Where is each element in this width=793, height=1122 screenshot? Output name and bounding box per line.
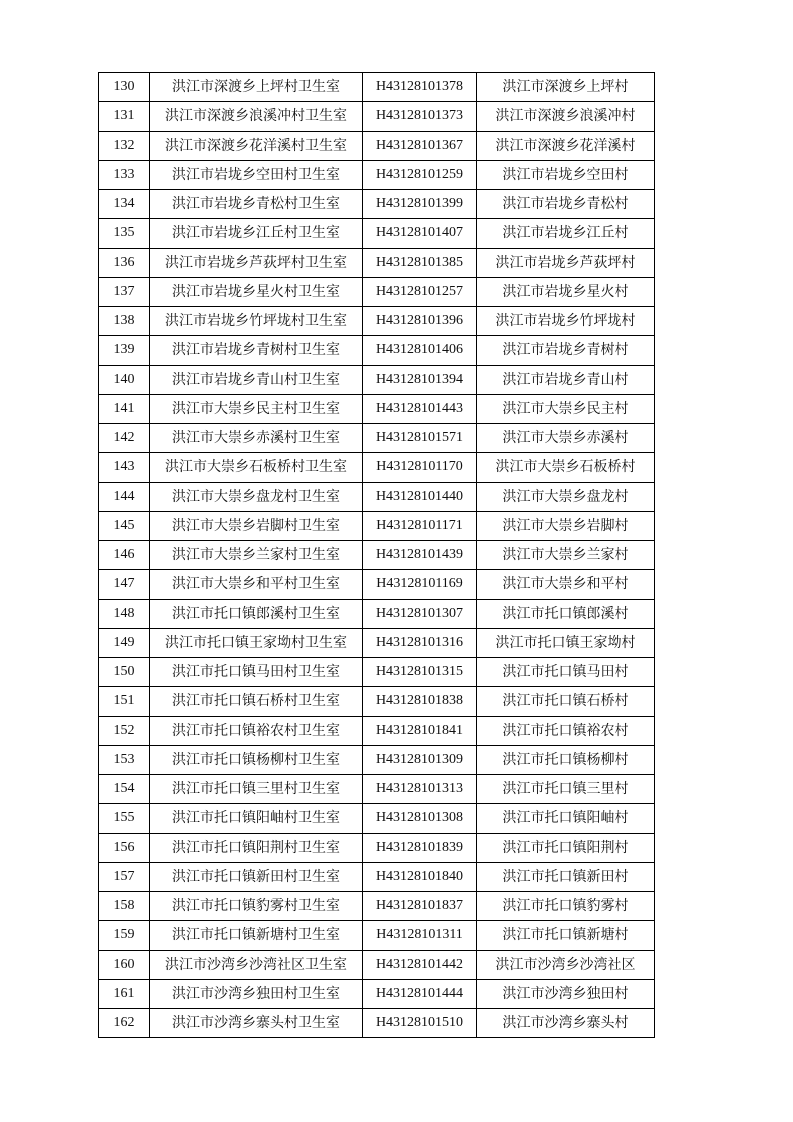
clinic-name-cell: 洪江市托口镇新塘村卫生室 [150, 921, 363, 950]
clinic-name-cell: 洪江市大崇乡赤溪村卫生室 [150, 424, 363, 453]
table-row [99, 277, 655, 306]
table-row [99, 394, 655, 423]
table-row [99, 599, 655, 628]
address-cell: 洪江市大崇乡兰家村 [477, 541, 655, 570]
clinic-name-cell: 洪江市托口镇郎溪村卫生室 [150, 599, 363, 628]
row-number-cell: 159 [99, 921, 150, 950]
table-row [99, 658, 655, 687]
row-number-cell: 150 [99, 658, 150, 687]
address-cell: 洪江市岩垅乡青松村 [477, 190, 655, 219]
row-number-cell: 135 [99, 219, 150, 248]
institution-code-cell: H43128101170 [363, 453, 477, 482]
table-row [99, 307, 655, 336]
row-number-cell: 137 [99, 277, 150, 306]
row-number-cell: 142 [99, 424, 150, 453]
institution-code-cell: H43128101839 [363, 833, 477, 862]
clinic-name-cell: 洪江市深渡乡浪溪冲村卫生室 [150, 102, 363, 131]
address-cell: 洪江市大崇乡岩脚村 [477, 511, 655, 540]
address-cell: 洪江市托口镇裕农村 [477, 716, 655, 745]
clinic-name-cell: 洪江市岩垅乡青树村卫生室 [150, 336, 363, 365]
clinic-name-cell: 洪江市托口镇阳岫村卫生室 [150, 804, 363, 833]
address-cell: 洪江市托口镇王家坳村 [477, 628, 655, 657]
clinic-name-cell: 洪江市岩垅乡青山村卫生室 [150, 365, 363, 394]
row-number-cell: 133 [99, 160, 150, 189]
institution-code-cell: H43128101313 [363, 775, 477, 804]
institution-code-cell: H43128101396 [363, 307, 477, 336]
institution-code-cell: H43128101316 [363, 628, 477, 657]
row-number-cell: 143 [99, 453, 150, 482]
address-cell: 洪江市托口镇新塘村 [477, 921, 655, 950]
row-number-cell: 147 [99, 570, 150, 599]
table-row [99, 248, 655, 277]
clinic-name-cell: 洪江市大崇乡岩脚村卫生室 [150, 511, 363, 540]
institution-code-cell: H43128101443 [363, 394, 477, 423]
address-cell: 洪江市大崇乡赤溪村 [477, 424, 655, 453]
table-row [99, 131, 655, 160]
address-cell: 洪江市托口镇郎溪村 [477, 599, 655, 628]
row-number-cell: 148 [99, 599, 150, 628]
row-number-cell: 160 [99, 950, 150, 979]
institution-code-cell: H43128101444 [363, 979, 477, 1008]
table-row [99, 979, 655, 1008]
table-row [99, 511, 655, 540]
clinic-name-cell: 洪江市托口镇马田村卫生室 [150, 658, 363, 687]
address-cell: 洪江市岩垅乡空田村 [477, 160, 655, 189]
institution-code-cell: H43128101307 [363, 599, 477, 628]
table-row [99, 336, 655, 365]
clinic-name-cell: 洪江市托口镇阳荆村卫生室 [150, 833, 363, 862]
clinic-name-cell: 洪江市托口镇新田村卫生室 [150, 862, 363, 891]
clinic-name-cell: 洪江市托口镇王家坳村卫生室 [150, 628, 363, 657]
institution-code-cell: H43128101571 [363, 424, 477, 453]
address-cell: 洪江市岩垅乡江丘村 [477, 219, 655, 248]
row-number-cell: 140 [99, 365, 150, 394]
table-row [99, 219, 655, 248]
institution-code-cell: H43128101315 [363, 658, 477, 687]
row-number-cell: 139 [99, 336, 150, 365]
row-number-cell: 158 [99, 892, 150, 921]
address-cell: 洪江市岩垅乡芦荻坪村 [477, 248, 655, 277]
address-cell: 洪江市岩垅乡青树村 [477, 336, 655, 365]
institution-code-cell: H43128101259 [363, 160, 477, 189]
table-row [99, 804, 655, 833]
clinic-name-cell: 洪江市大崇乡盘龙村卫生室 [150, 482, 363, 511]
clinic-name-cell: 洪江市沙湾乡寨头村卫生室 [150, 1009, 363, 1038]
address-cell: 洪江市大崇乡和平村 [477, 570, 655, 599]
clinic-name-cell: 洪江市岩垅乡芦荻坪村卫生室 [150, 248, 363, 277]
row-number-cell: 141 [99, 394, 150, 423]
clinic-name-cell: 洪江市托口镇石桥村卫生室 [150, 687, 363, 716]
row-number-cell: 146 [99, 541, 150, 570]
table-row [99, 73, 655, 102]
institution-code-cell: H43128101311 [363, 921, 477, 950]
address-cell: 洪江市大崇乡石板桥村 [477, 453, 655, 482]
table-row [99, 570, 655, 599]
table-row [99, 892, 655, 921]
institution-code-cell: H43128101837 [363, 892, 477, 921]
address-cell: 洪江市托口镇新田村 [477, 862, 655, 891]
address-cell: 洪江市大崇乡盘龙村 [477, 482, 655, 511]
institution-code-cell: H43128101308 [363, 804, 477, 833]
institution-code-cell: H43128101440 [363, 482, 477, 511]
row-number-cell: 138 [99, 307, 150, 336]
institution-code-cell: H43128101169 [363, 570, 477, 599]
institution-code-cell: H43128101367 [363, 131, 477, 160]
table-row [99, 775, 655, 804]
address-cell: 洪江市沙湾乡沙湾社区 [477, 950, 655, 979]
table-row [99, 102, 655, 131]
address-cell: 洪江市托口镇阳岫村 [477, 804, 655, 833]
institution-code-cell: H43128101439 [363, 541, 477, 570]
clinic-name-cell: 洪江市托口镇三里村卫生室 [150, 775, 363, 804]
table-row [99, 190, 655, 219]
row-number-cell: 132 [99, 131, 150, 160]
address-cell: 洪江市托口镇马田村 [477, 658, 655, 687]
row-number-cell: 134 [99, 190, 150, 219]
row-number-cell: 145 [99, 511, 150, 540]
address-cell: 洪江市托口镇阳荆村 [477, 833, 655, 862]
table-row [99, 453, 655, 482]
clinic-name-cell: 洪江市岩垅乡空田村卫生室 [150, 160, 363, 189]
clinic-name-cell: 洪江市深渡乡上坪村卫生室 [150, 73, 363, 102]
row-number-cell: 157 [99, 862, 150, 891]
clinic-name-cell: 洪江市深渡乡花洋溪村卫生室 [150, 131, 363, 160]
table-row [99, 365, 655, 394]
row-number-cell: 156 [99, 833, 150, 862]
institution-code-cell: H43128101378 [363, 73, 477, 102]
table-row [99, 745, 655, 774]
table-row [99, 1009, 655, 1038]
address-cell: 洪江市深渡乡上坪村 [477, 73, 655, 102]
address-cell: 洪江市岩垅乡竹坪垅村 [477, 307, 655, 336]
clinic-name-cell: 洪江市大崇乡和平村卫生室 [150, 570, 363, 599]
row-number-cell: 154 [99, 775, 150, 804]
row-number-cell: 155 [99, 804, 150, 833]
clinic-name-cell: 洪江市沙湾乡沙湾社区卫生室 [150, 950, 363, 979]
table-row [99, 862, 655, 891]
table-row [99, 950, 655, 979]
institution-code-cell: H43128101407 [363, 219, 477, 248]
institution-code-cell: H43128101257 [363, 277, 477, 306]
clinic-name-cell: 洪江市大崇乡民主村卫生室 [150, 394, 363, 423]
clinic-name-cell: 洪江市托口镇裕农村卫生室 [150, 716, 363, 745]
institution-code-cell: H43128101394 [363, 365, 477, 394]
table-row [99, 687, 655, 716]
row-number-cell: 144 [99, 482, 150, 511]
address-cell: 洪江市托口镇三里村 [477, 775, 655, 804]
address-cell: 洪江市大崇乡民主村 [477, 394, 655, 423]
row-number-cell: 153 [99, 745, 150, 774]
table-row [99, 716, 655, 745]
address-cell: 洪江市沙湾乡独田村 [477, 979, 655, 1008]
institution-code-cell: H43128101171 [363, 511, 477, 540]
address-cell: 洪江市岩垅乡星火村 [477, 277, 655, 306]
row-number-cell: 131 [99, 102, 150, 131]
table-row [99, 921, 655, 950]
table-row [99, 833, 655, 862]
institution-code-cell: H43128101373 [363, 102, 477, 131]
institution-code-cell: H43128101309 [363, 745, 477, 774]
table-body [99, 73, 655, 1038]
institution-code-cell: H43128101510 [363, 1009, 477, 1038]
address-cell: 洪江市深渡乡花洋溪村 [477, 131, 655, 160]
clinic-name-cell: 洪江市托口镇豹雾村卫生室 [150, 892, 363, 921]
institution-code-cell: H43128101399 [363, 190, 477, 219]
clinic-registry-table [98, 72, 655, 1038]
clinic-name-cell: 洪江市岩垅乡星火村卫生室 [150, 277, 363, 306]
address-cell: 洪江市托口镇石桥村 [477, 687, 655, 716]
table-row [99, 628, 655, 657]
clinic-name-cell: 洪江市岩垅乡江丘村卫生室 [150, 219, 363, 248]
clinic-name-cell: 洪江市岩垅乡青松村卫生室 [150, 190, 363, 219]
table-row [99, 541, 655, 570]
address-cell: 洪江市深渡乡浪溪冲村 [477, 102, 655, 131]
table-row [99, 160, 655, 189]
row-number-cell: 151 [99, 687, 150, 716]
address-cell: 洪江市岩垅乡青山村 [477, 365, 655, 394]
address-cell: 洪江市托口镇杨柳村 [477, 745, 655, 774]
row-number-cell: 136 [99, 248, 150, 277]
address-cell: 洪江市沙湾乡寨头村 [477, 1009, 655, 1038]
institution-code-cell: H43128101838 [363, 687, 477, 716]
clinic-name-cell: 洪江市沙湾乡独田村卫生室 [150, 979, 363, 1008]
address-cell: 洪江市托口镇豹雾村 [477, 892, 655, 921]
row-number-cell: 149 [99, 628, 150, 657]
clinic-name-cell: 洪江市岩垅乡竹坪垅村卫生室 [150, 307, 363, 336]
clinic-name-cell: 洪江市大崇乡兰家村卫生室 [150, 541, 363, 570]
row-number-cell: 162 [99, 1009, 150, 1038]
institution-code-cell: H43128101442 [363, 950, 477, 979]
table-row [99, 482, 655, 511]
institution-code-cell: H43128101840 [363, 862, 477, 891]
row-number-cell: 152 [99, 716, 150, 745]
institution-code-cell: H43128101406 [363, 336, 477, 365]
institution-code-cell: H43128101841 [363, 716, 477, 745]
clinic-name-cell: 洪江市托口镇杨柳村卫生室 [150, 745, 363, 774]
institution-code-cell: H43128101385 [363, 248, 477, 277]
clinic-name-cell: 洪江市大崇乡石板桥村卫生室 [150, 453, 363, 482]
row-number-cell: 130 [99, 73, 150, 102]
row-number-cell: 161 [99, 979, 150, 1008]
table-row [99, 424, 655, 453]
